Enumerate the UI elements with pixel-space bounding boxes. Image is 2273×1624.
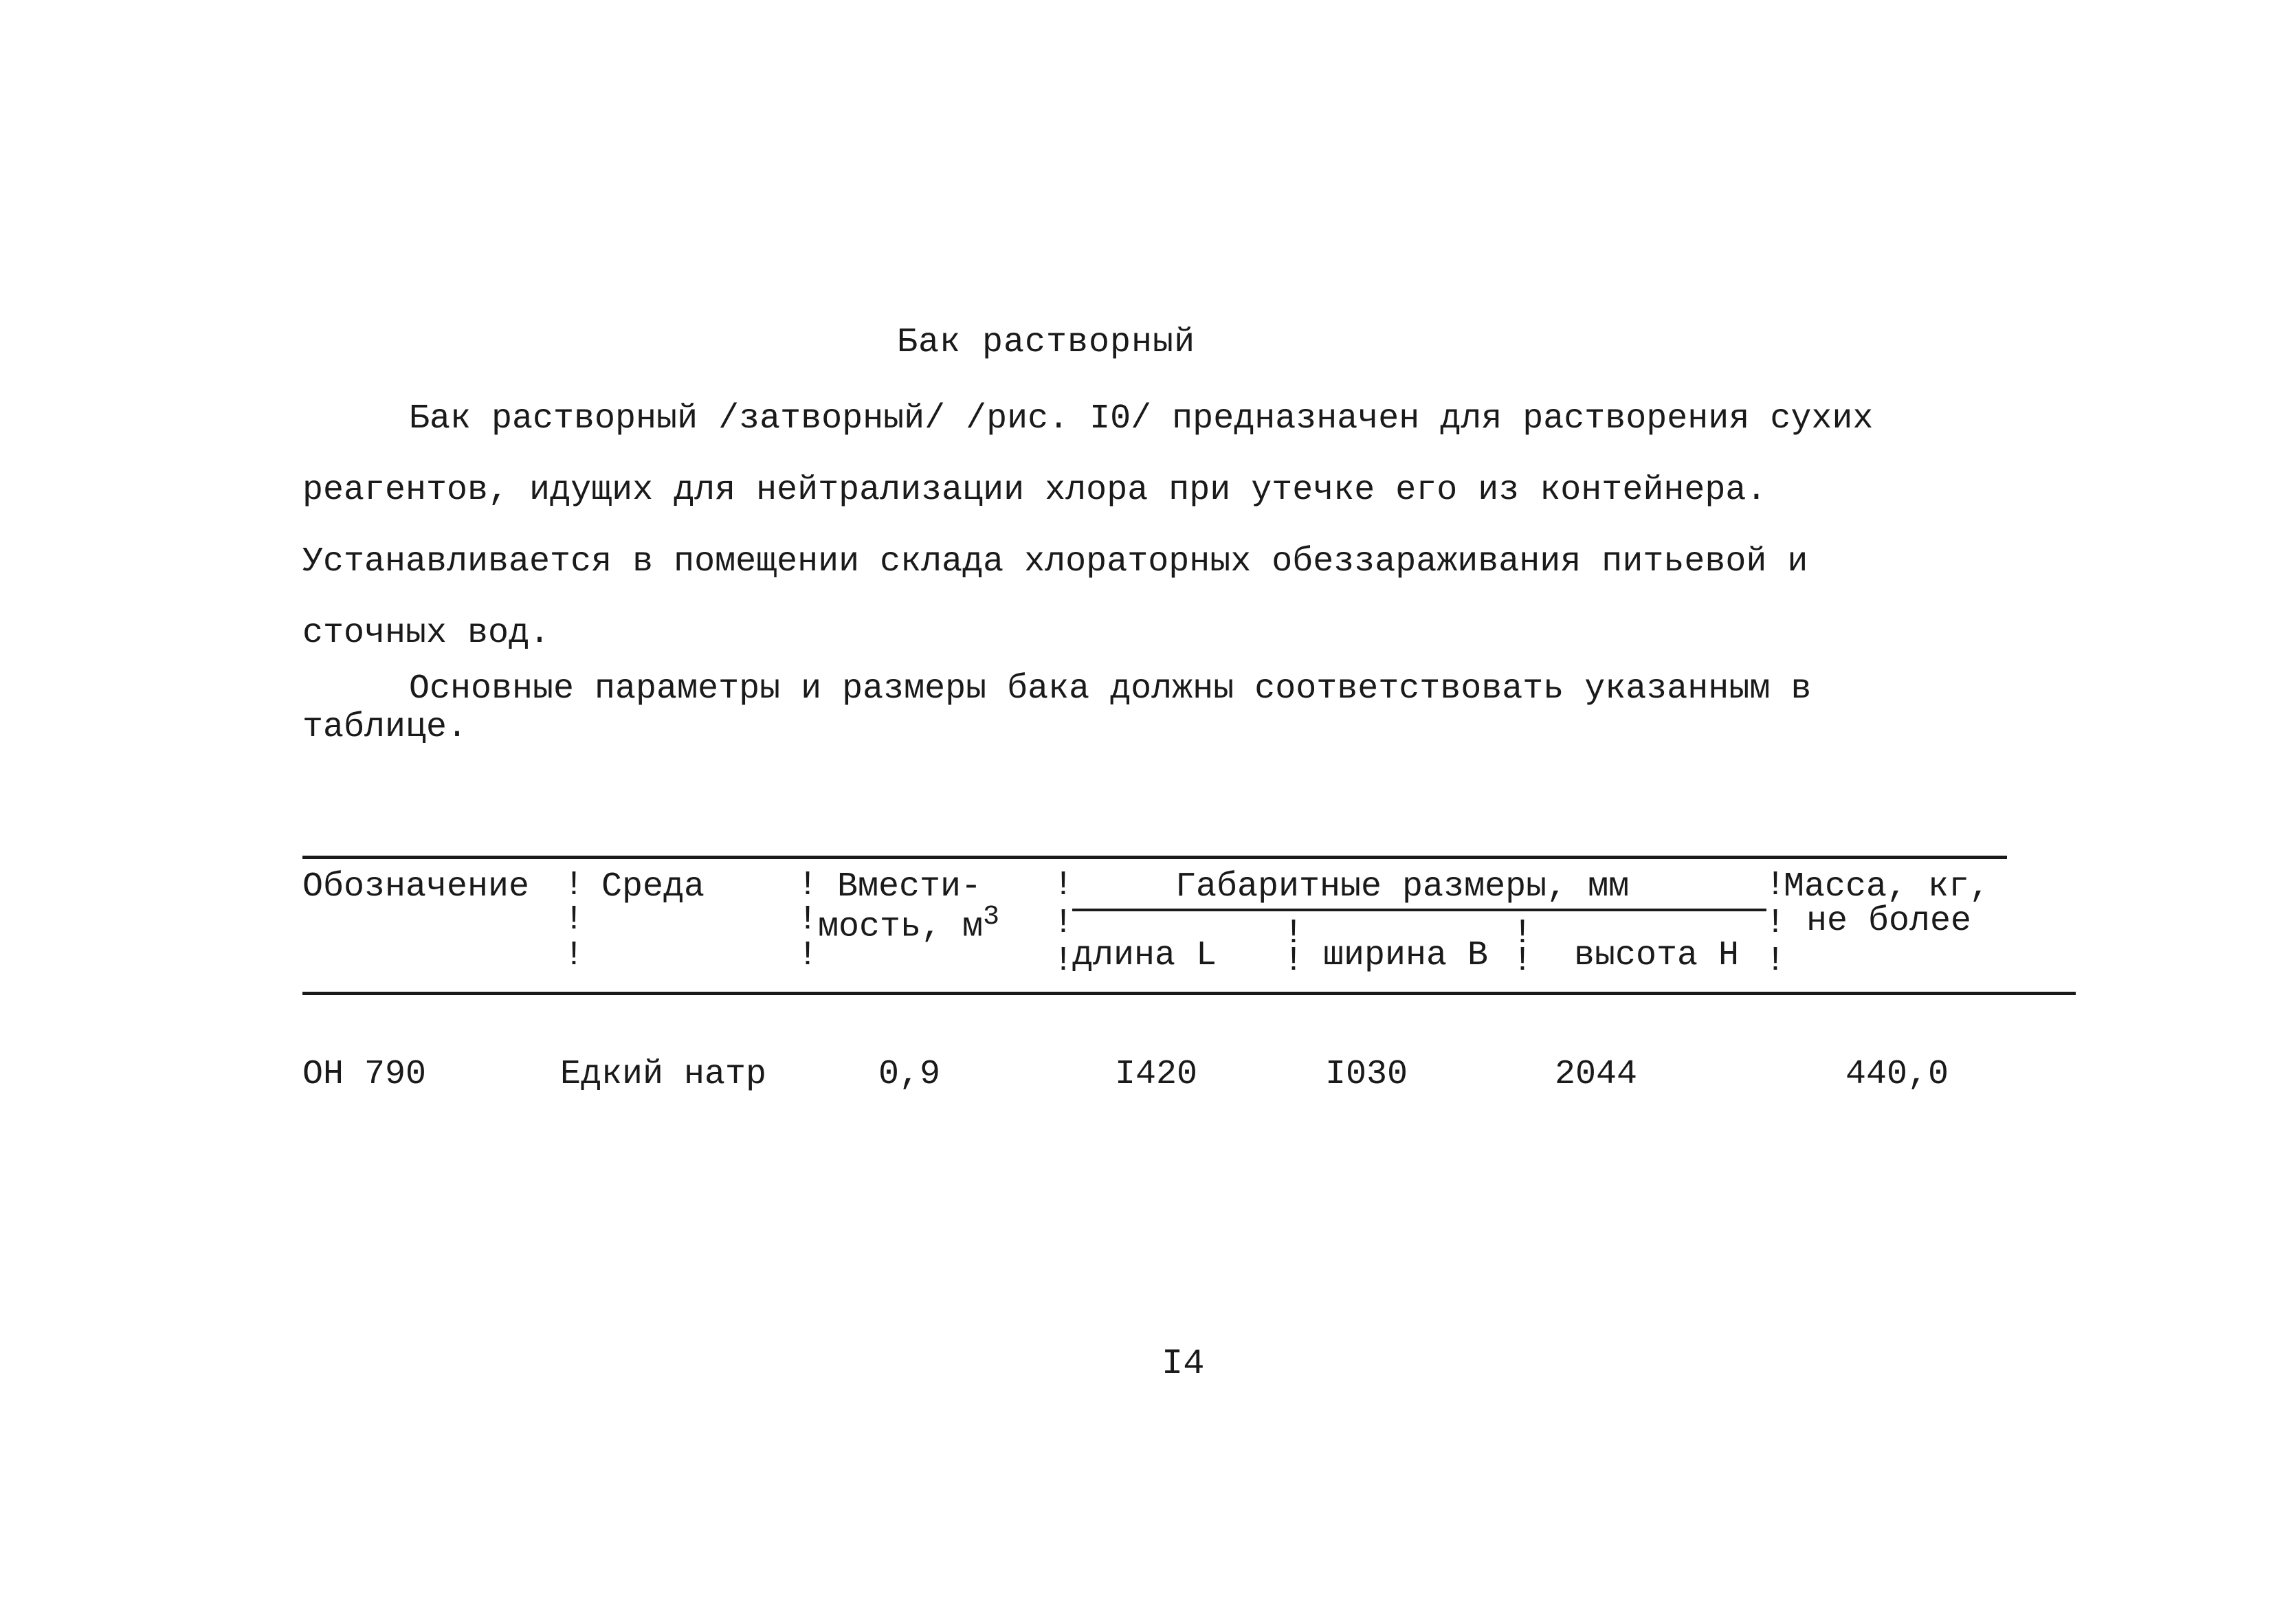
column-separator: ! bbox=[564, 936, 585, 975]
page-number: I4 bbox=[1162, 1344, 1205, 1384]
column-separator: ! bbox=[1765, 942, 1786, 981]
cell-length: I420 bbox=[1115, 1055, 1198, 1094]
cell-mass: 440,0 bbox=[1845, 1055, 1949, 1094]
header-designation: Обозначение bbox=[302, 867, 530, 906]
column-separator: ! bbox=[1512, 914, 1533, 953]
paragraph-purpose-text: Бак растворный /затворный/ /рис. I0/ предназначен для растворения сухих реагентов, идущих для нейтрализации хлора при утечке его из контейнера. Устанавливается в помещении склада хлораторных обеззараживания питьевой и сточных вод. bbox=[302, 399, 1874, 653]
paragraph-parameters bbox=[302, 670, 1952, 747]
column-separator: ! bbox=[564, 900, 585, 939]
paragraph-parameters-text: Основные параметры и размеры бака должны соответствовать указанным в таблице. bbox=[302, 669, 1812, 747]
column-separator: ! bbox=[797, 900, 819, 939]
column-separator: ! bbox=[1512, 942, 1533, 981]
dimensions-group-rule bbox=[1072, 909, 1766, 911]
header-length: длина L bbox=[1072, 936, 1217, 975]
header-capacity-line2-text: мость, м bbox=[818, 907, 984, 947]
cell-width: I030 bbox=[1325, 1055, 1408, 1094]
document-title: Бак растворный bbox=[897, 323, 1196, 362]
column-separator: ! bbox=[797, 866, 819, 905]
header-width: ширина B bbox=[1323, 936, 1489, 975]
cell-height: 2044 bbox=[1555, 1055, 1638, 1094]
cell-designation: ОН 790 bbox=[302, 1055, 427, 1094]
column-separator: ! bbox=[1283, 914, 1305, 953]
header-capacity-line1: Вмести- bbox=[837, 867, 982, 906]
column-separator: ! bbox=[1283, 942, 1305, 981]
paragraph-purpose bbox=[302, 383, 1952, 669]
header-medium: Среда bbox=[601, 867, 705, 906]
column-separator: ! bbox=[1053, 904, 1074, 943]
header-mass-line2: не более bbox=[1806, 902, 1972, 941]
header-mass-line1: Масса, кг, bbox=[1784, 867, 1991, 906]
column-separator: ! bbox=[1053, 942, 1074, 981]
cell-medium: Едкий натр bbox=[560, 1055, 767, 1094]
table-header-bottom-rule bbox=[302, 992, 2076, 995]
header-capacity-unit-exponent: 3 bbox=[983, 902, 1000, 933]
column-separator: ! bbox=[797, 936, 819, 975]
table-top-rule bbox=[302, 856, 2007, 859]
column-separator: ! bbox=[1053, 866, 1074, 905]
column-separator: ! bbox=[564, 866, 585, 905]
header-height: высота H bbox=[1574, 936, 1740, 975]
cell-capacity: 0,9 bbox=[878, 1055, 941, 1094]
column-separator: ! bbox=[1765, 904, 1786, 943]
header-dimensions: Габаритные размеры, мм bbox=[1175, 867, 1630, 906]
header-capacity-line2 bbox=[818, 902, 999, 947]
column-separator: ! bbox=[1765, 866, 1786, 905]
